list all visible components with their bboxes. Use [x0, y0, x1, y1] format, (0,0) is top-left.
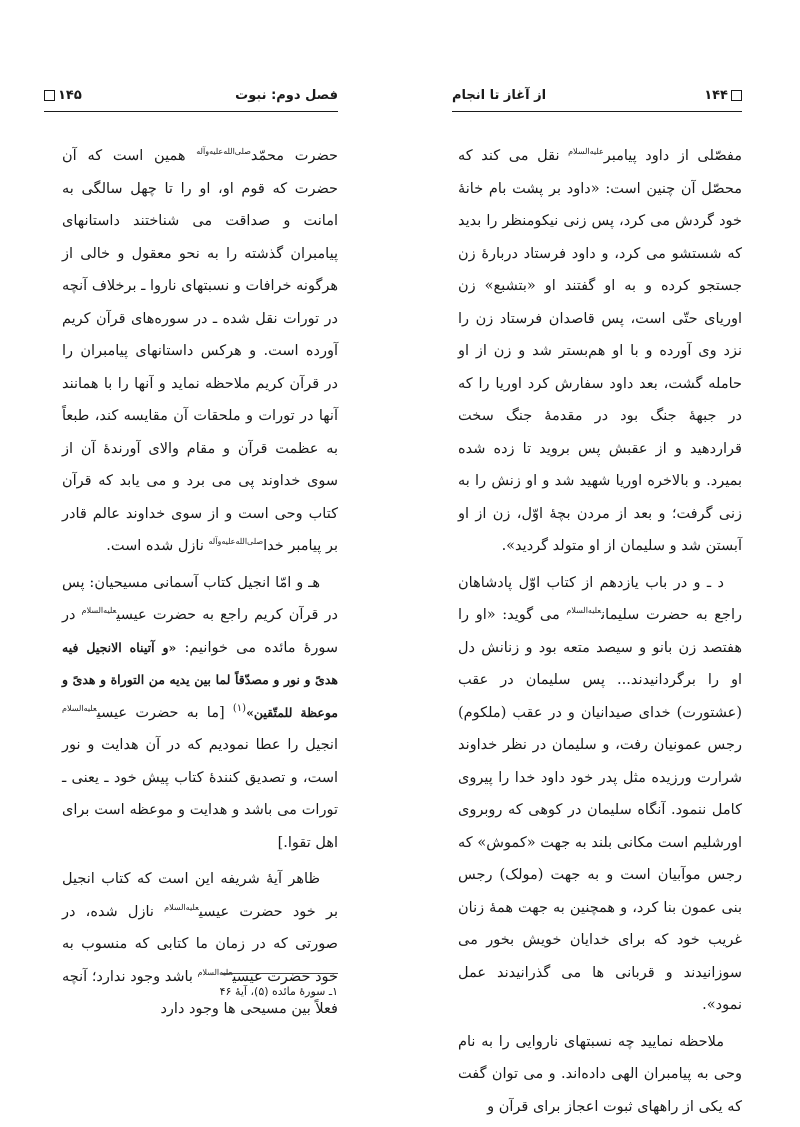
honorific-ligature: صلی‌الله‌علیه‌وآله [208, 537, 264, 547]
page-box-icon [44, 90, 55, 101]
honorific-ligature: علیه‌السلام [164, 902, 199, 912]
right-header-rule [452, 111, 742, 112]
text-run: [ما به حضرت عیسی [96, 704, 233, 721]
text-run: حضرت محمّد [250, 148, 338, 164]
text-run: ملاحظه نمایید چه نسبتهای ناروایی را به نام وحی به پیامبران الهی داده‌اند. و می توان گفت که یکی از راههای ثبوت اعجاز برای قرآن و [458, 1033, 742, 1115]
right-running-head [452, 84, 742, 106]
page-box-icon [731, 90, 742, 101]
honorific-ligature: علیه‌السلام [62, 703, 97, 713]
honorific-ligature: علیه‌السلام [566, 606, 602, 616]
quran-quote: «و آتیناه الانجیل فیه هدیً و نور و مصدّقاً لما بین یدیه من التوراة و هدیً و موعظة للمتّقین» [62, 639, 338, 720]
footnote-rule [222, 973, 338, 974]
left-running-head [44, 84, 338, 106]
left-header-rule [44, 111, 338, 112]
text-run: می گوید: «او را هفتصد زن بانو و سیصد متعه بود و زنانش دل او را برگردانیدند... پس سلیمان در عقب (عشتورت) خدای صیدانیان و در عقب (ملکوم) رجس عمونیان رفت، و سلیمان در نظر خداوند شرارت ورزیده مثل پدر خود داود خدا را پیروی کامل ننمود. آنگاه سلیمان در کوهی که روبروی اورشلیم است مکانی بلند به جهت «کموش» که رجس موآبیان است و به جهت (مولک) رجس بنی عمون بنا کرد، و همچنین به جهت همهٔ زنان غریب خود که برای خدایان خویش بخور می سوزانیدند و قربانی ها می گذرانیدند عمل نمود». [458, 607, 742, 1013]
paragraph [458, 1026, 742, 1124]
paragraph [62, 567, 338, 860]
left-page [0, 0, 400, 1100]
text-run: هـ و امّا انجیل کتاب آسمانی مسیحیان: پس در قرآن کریم راجع به حضرت عیسی [62, 574, 338, 623]
left-page-number [44, 88, 82, 103]
text-run: در سورهٔ مائده می خوانیم: [62, 607, 338, 656]
paragraph [62, 863, 338, 1026]
right-header-title: از آغاز تا انجام [452, 87, 547, 103]
honorific-ligature: صلی‌الله‌علیه‌وآله [196, 147, 251, 157]
honorific-ligature: علیه‌السلام [197, 967, 233, 977]
left-page-number-value: ۱۴۵ [58, 87, 82, 103]
text-run: د ـ و در باب یازدهم از کتاب اوّل پادشاهان راجع به حضرت سلیمان [458, 574, 742, 623]
text-run: نازل شده، در صورتی که در زمان ما کتابی که منسوب به خود حضرت عیسی [62, 903, 338, 985]
paragraph [62, 140, 338, 563]
left-header-title: فصل دوم: نبوت [235, 87, 338, 103]
right-page [400, 0, 800, 1115]
honorific-ligature: علیه‌السلام [81, 606, 117, 616]
right-page-number [704, 88, 742, 103]
right-page-number-value: ۱۴۴ [704, 87, 728, 103]
right-body-text [458, 140, 742, 1127]
left-body-text [62, 140, 338, 1030]
text-run: باشد وجود ندارد؛ آنچه فعلاً بین مسیحی ها وجود دارد [62, 968, 338, 1017]
text-run: مفصّلی از داود پیامبر [603, 148, 742, 164]
text-run: انجیل را عطا نمودیم که در آن هدایت و نور است، و تصدیق کنندهٔ کتاب پیش خود ـ یعنی ـ تورات می باشد و هدایت و موعظه است برای اهل تقوا.] [62, 737, 338, 851]
footnote-marker: (۱) [232, 702, 247, 714]
footnote: ۱ـ سورهٔ مائده (۵)، آیهٔ ۴۶ [219, 985, 338, 998]
paragraph [458, 567, 742, 1022]
paragraph [458, 140, 742, 563]
honorific-ligature: علیه‌السلام [568, 147, 604, 157]
text-run: ظاهر آیهٔ شریفه این است که کتاب انجیل بر خود حضرت عیسی [62, 871, 338, 920]
text-run: نازل شده است. [106, 538, 209, 554]
text-run: همین است که آن حضرت که قوم او، او را تا چهل سالگی به امانت و صداقت می شناختند داستانهای پیامبران گذشته را به نحو معقول و خالی از هرگونه خرافات و نسبتهای ناروا ـ برخلاف آنچه در تورات نقل شده ـ در سوره‌های قرآن کریم آورده است. و هرکس داستانهای پیامبران را در قرآن کریم ملاحظه نماید و آنها را با همانند آنها در تورات و ملحقات آن مقایسه کند، طبعاً به عظمت قرآن و مقام والای آورندهٔ آن از سوی خداوند پی می برد و می یابد که قرآن کتاب وحی است و از سوی خداوند عالم قادر بر پیامبر خدا [62, 148, 338, 554]
text-run: نقل می کند که محصّل آن چنین است: «داود بر پشت بام خانهٔ خود گردش می کرد، پس زنی نیکومنظر را بدید که شستشو می کرد، و داود فرستاد دربارهٔ زن جستجو کرده و به او گفتند او «بتشبع» زن اوریای حتّی است، پس قاصدان فرستاد زن را نزد وی آورده و با او هم‌بستر شد و زن از او حامله گشت، بعد داود سفارش کرد اوریا را که در جبههٔ جنگ بود در مقدمهٔ جنگ سخت قراردهید و از عقبش پس بروید تا زده شده بمیرد. و بالاخره اوریا شهید شد و او زنش را به زنی گرفت؛ و بعد از مردن بچهٔ اوّل، زن از او آبستن شد و سلیمان از او متولد گردید». [458, 148, 742, 554]
